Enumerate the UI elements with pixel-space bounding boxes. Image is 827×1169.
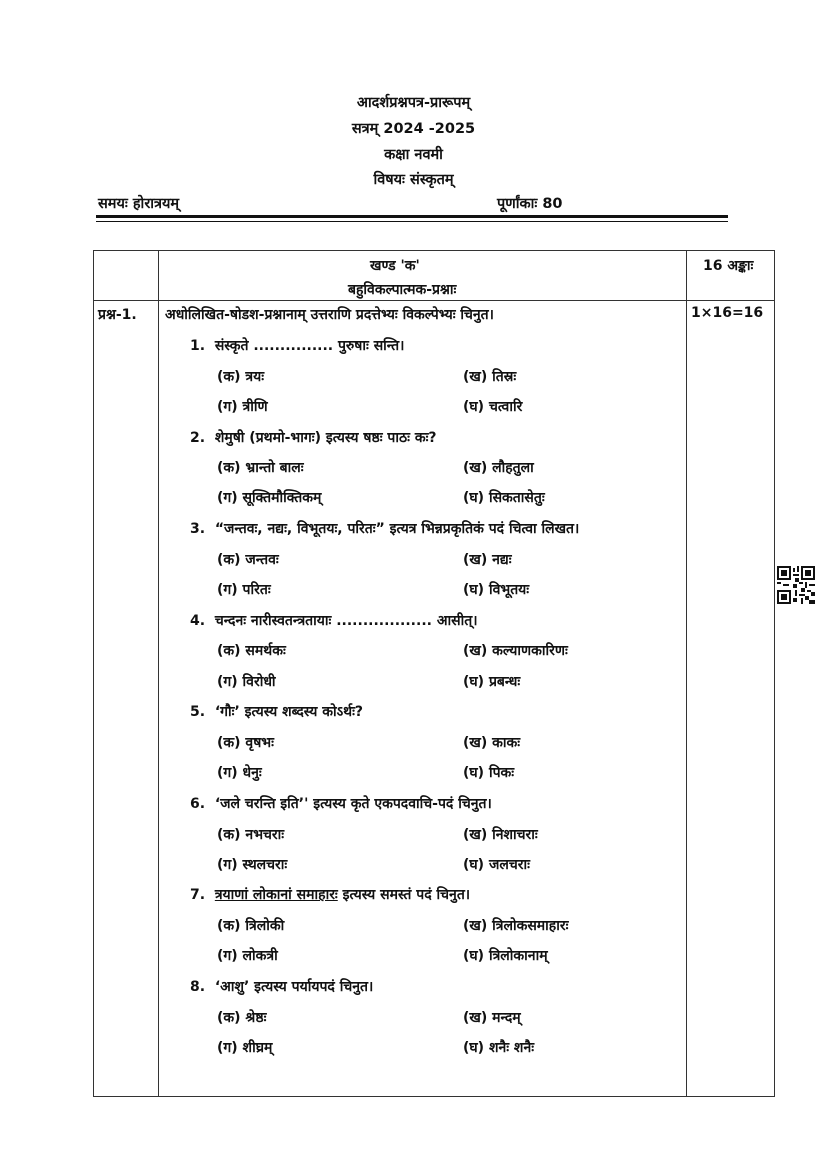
table-col-divider-1 [158,250,159,1097]
subject-label: विषयः संस्कृतम् [373,172,454,188]
option-6-a: (क) नभचराः [217,827,285,843]
table-col-divider-2 [686,250,687,1097]
option-5-d: (घ) पिकः [463,765,515,781]
option-7-a: (क) त्रिलोकी [217,918,285,934]
option-8-d: (घ) शनैः शनैः [463,1040,535,1056]
option-6-d: (घ) जलचराः [463,857,530,873]
section-marks: 16 अङ्काः [703,258,754,274]
paper-title: आदर्शप्रश्नपत्र-प्रारूपम् [356,95,471,111]
table-row-divider [93,300,775,301]
question-item-7: 7. त्रयाणां लोकानां समाहारः इत्यस्य समस्तं पदं चिनुत। [190,887,471,903]
option-4-a: (क) समर्थकः [217,643,286,659]
option-4-b: (ख) कल्याणकारिणः [463,643,568,659]
option-6-b: (ख) निशाचराः [463,827,538,843]
option-7-b: (ख) त्रिलोकसमाहारः [463,918,569,934]
question-item-2: 2. शेमुषी (प्रथमो-भागः) इत्यस्य षष्ठः पाठः कः? [190,430,437,446]
section-title: खण्ड 'क' [370,258,420,274]
qr-code-icon [777,566,815,604]
option-8-c: (ग) शीघ्रम् [217,1040,273,1056]
question-table [93,250,775,1097]
option-3-a: (क) जन्तवः [217,552,279,568]
question-item-5: 5. ‘गौः’ इत्यस्य शब्दस्य कोऽर्थः? [190,704,364,720]
question-instruction: अधोलिखित-षोडश-प्रश्नानाम् उत्तराणि प्रदत्तेभ्यः विकल्पेभ्यः चिनुत। [165,307,494,323]
option-4-c: (ग) विरोधी [217,674,276,690]
time-label: समयः होरात्रयम् [98,196,180,212]
option-8-a: (क) श्रेष्ठः [217,1010,267,1026]
option-5-a: (क) वृषभः [217,735,274,751]
option-5-c: (ग) धेनुः [217,765,262,781]
header-rule-thin [96,221,728,222]
question-number: प्रश्न-1. [98,307,137,323]
max-marks-label: पूर्णांकाः 80 [497,196,563,212]
option-7-c: (ग) लोकत्री [217,948,278,964]
question-item-6: 6. ‘जले चरन्ति इति’' इत्यस्य कृते एकपदवाचि-पदं चिनुत। [190,796,492,812]
option-3-b: (ख) नद्यः [463,552,512,568]
option-8-b: (ख) मन्दम् [463,1010,521,1026]
option-3-d: (घ) विभूतयः [463,582,530,598]
question-marks: 1×16=16 [691,305,764,321]
option-1-d: (घ) चत्वारि [463,399,523,415]
option-1-a: (क) त्रयः [217,369,265,385]
option-2-b: (ख) लौहतुला [463,460,534,476]
session-label: सत्रम् 2024 -2025 [351,121,476,137]
question-item-8: 8. ‘आशु’ इत्यस्य पर्यायपदं चिनुत। [190,979,374,995]
option-1-c: (ग) त्रीणि [217,399,268,415]
option-5-b: (ख) काकः [463,735,521,751]
option-7-d: (घ) त्रिलोकानाम् [463,948,548,964]
header-rule-thick [96,215,728,218]
option-4-d: (घ) प्रबन्धः [463,674,521,690]
question-item-4: 4. चन्दनः नारीस्वतन्त्रतायाः .................. आसीत्। [190,613,478,629]
option-2-c: (ग) सूक्तिमौक्तिकम् [217,490,322,506]
option-1-b: (ख) तिस्रः [463,369,517,385]
section-subtitle: बहुविकल्पात्मक-प्रश्नाः [348,282,457,298]
option-2-d: (घ) सिकतासेतुः [463,490,545,506]
question-item-3: 3. “जन्तवः, नद्यः, विभूतयः, परितः” इत्यत्र भिन्नप्रकृतिकं पदं चित्वा लिखत। [190,521,580,537]
option-6-c: (ग) स्थलचराः [217,857,288,873]
question-item-1: 1. संस्कृते ............... पुरुषाः सन्ति। [190,338,405,354]
option-3-c: (ग) परितः [217,582,271,598]
option-2-a: (क) भ्रान्तो बालः [217,460,304,476]
class-label: कक्षा नवमी [384,147,443,163]
